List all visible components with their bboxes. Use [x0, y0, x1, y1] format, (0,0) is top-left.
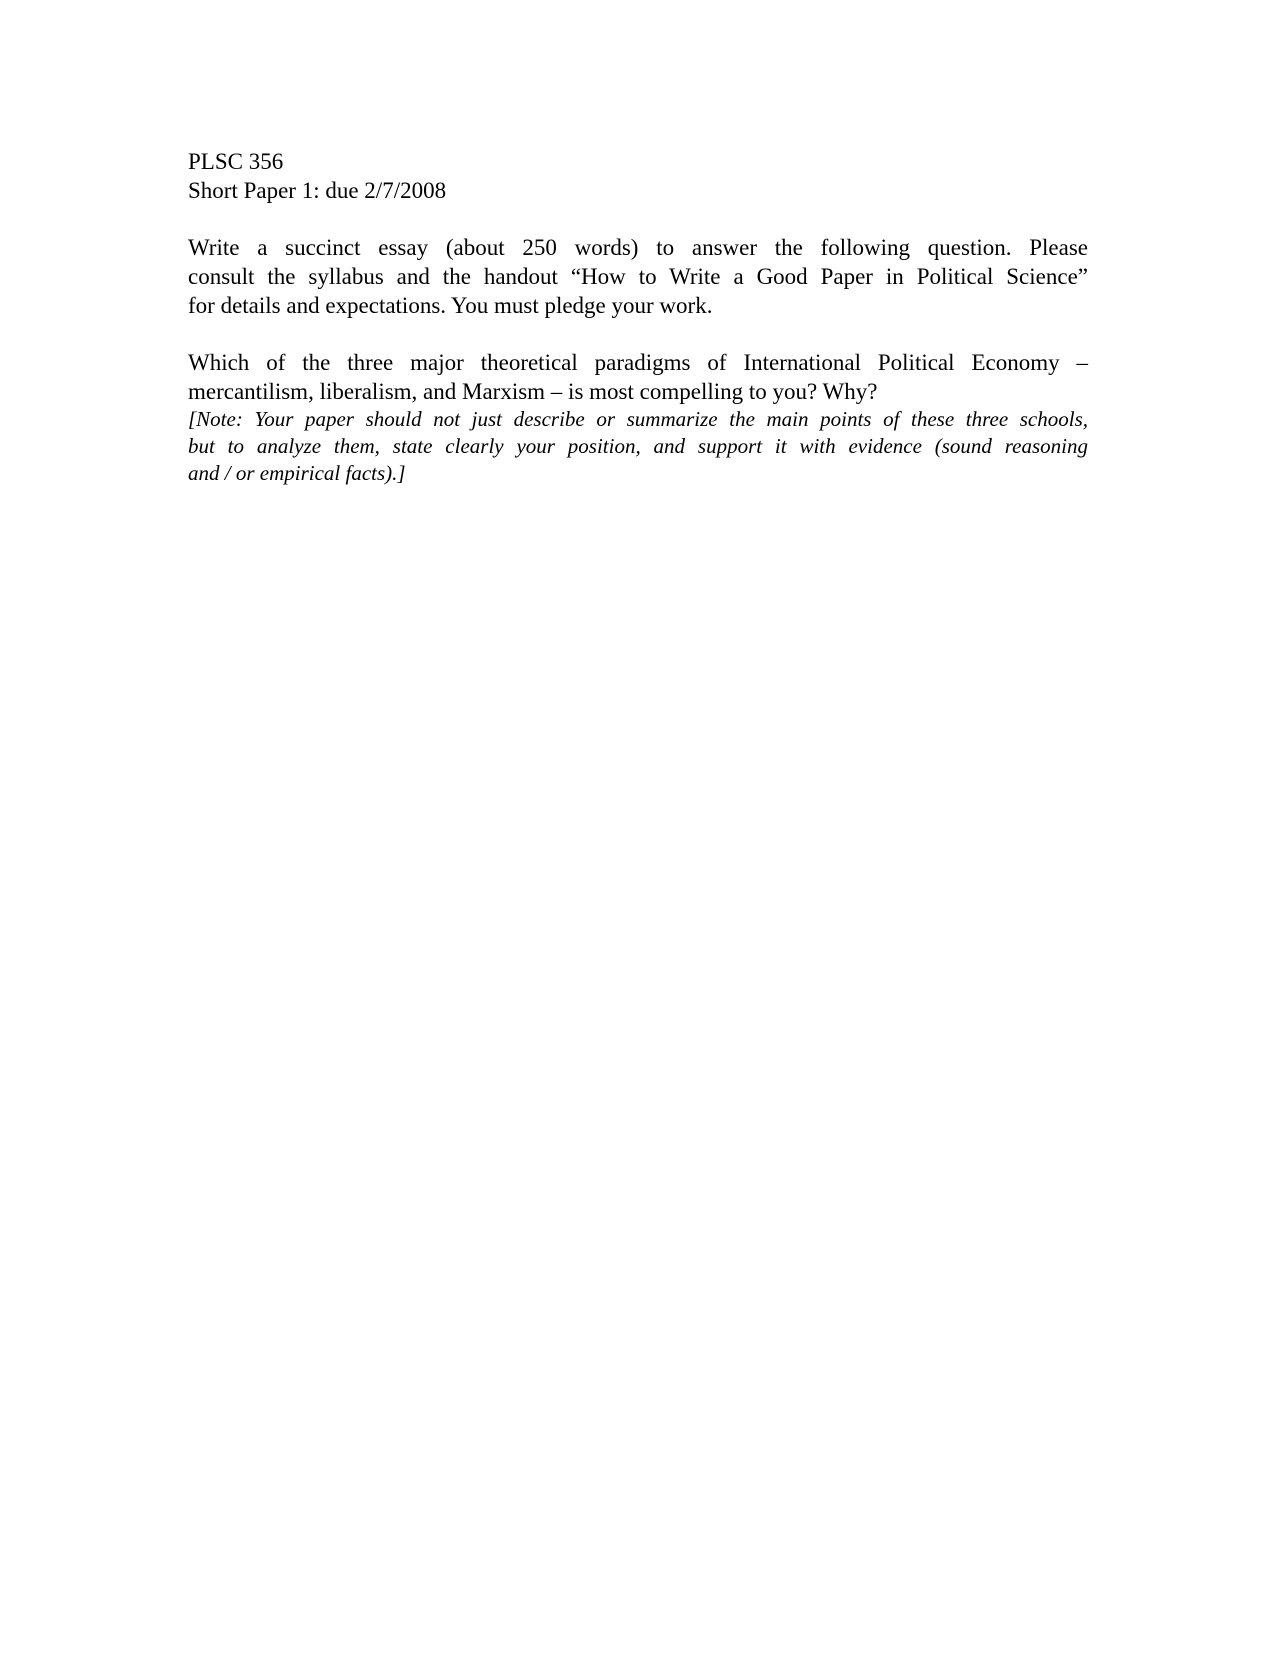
instructions-line: Write a succinct essay (about 250 words) to answer the following question. Please — [188, 235, 1088, 260]
note-line: [Note: Your paper should not just describe or summarize the main points of these three schools, — [188, 407, 1088, 431]
question-line: mercantilism, liberalism, and Marxism – is most compelling to you? Why? — [188, 379, 878, 404]
question-line: Which of the three major theoretical paradigms of International Political Economy – — [188, 350, 1088, 375]
note-line: and / or empirical facts).] — [188, 461, 406, 485]
assignment-title: Short Paper 1: due 2/7/2008 — [188, 178, 447, 203]
note-paragraph — [188, 406, 1088, 487]
instructions-line: for details and expectations. You must pledge your work. — [188, 293, 713, 318]
note-line: but to analyze them, state clearly your position, and support it with evidence (sound reasoning — [188, 434, 1088, 458]
spacer — [188, 320, 1088, 348]
spacer — [188, 205, 1088, 233]
instructions-paragraph — [188, 233, 1088, 320]
instructions-line: consult the syllabus and the handout “How to Write a Good Paper in Political Science” — [188, 264, 1088, 289]
document-body — [188, 147, 1088, 487]
course-code: PLSC 356 — [188, 149, 284, 174]
question-paragraph — [188, 348, 1088, 406]
